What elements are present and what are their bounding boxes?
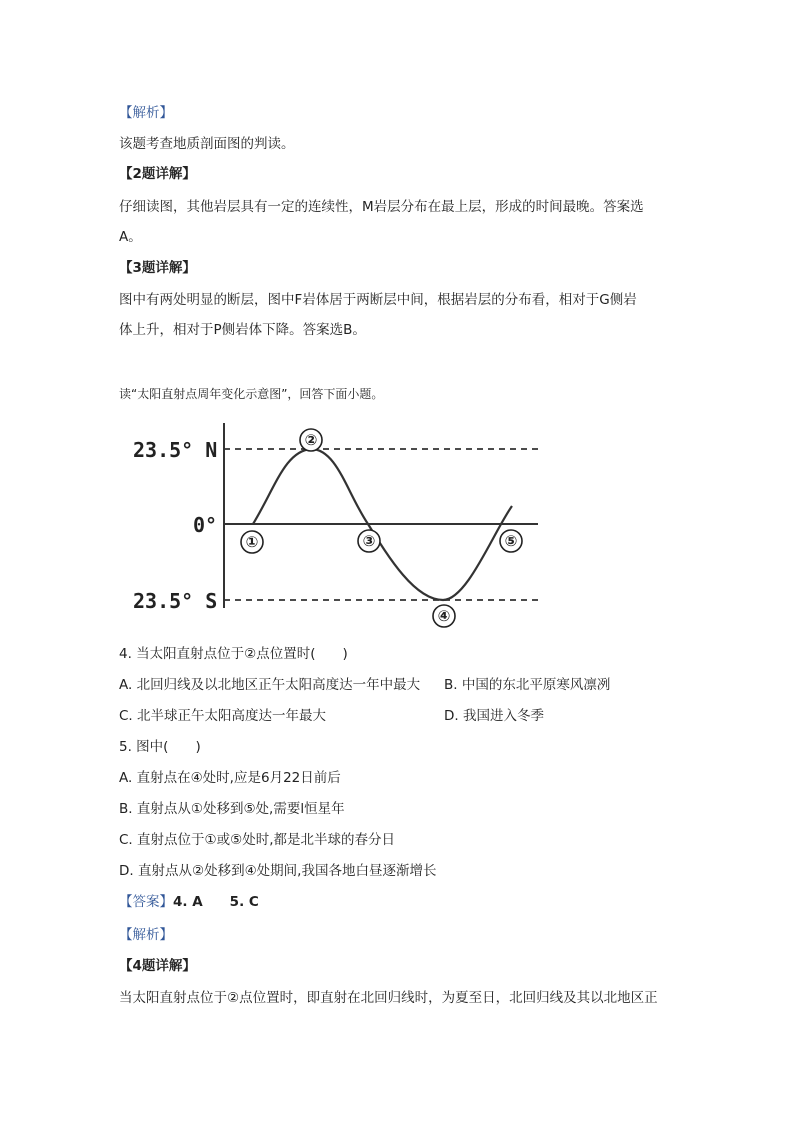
analysis-intro: 该题考查地质剖面图的判读。 [119, 136, 295, 152]
q5-option-c: C. 直射点位于①或⑤处时,都是北半球的春分日 [119, 832, 396, 848]
q5-option-b: B. 直射点从①处移到⑤处,需要l恒星年 [119, 801, 345, 817]
q4-option-d: D. 我国进入冬季 [444, 708, 544, 724]
answer-label: 【答案】 [119, 894, 173, 910]
analysis-heading: 【解析】 [119, 105, 173, 121]
q4-detail-line1: 当太阳直射点位于②点位置时，即直射在北回归线时，为夏至日，北回归线及其以北地区正 [119, 990, 658, 1006]
q3-detail-heading: 【3题详解】 [119, 260, 196, 276]
point-4-marker [433, 605, 455, 627]
label-23-5-south: 23.5° S [133, 589, 218, 613]
point-2-marker [300, 429, 322, 451]
figure-prompt: 读“太阳直射点周年变化示意图”，回答下面小题。 [119, 387, 384, 401]
point-3-marker [358, 530, 380, 552]
q4-option-c: C. 北半球正午太阳高度达一年最大 [119, 708, 327, 724]
answer-row [119, 892, 259, 912]
q3-detail-line1: 图中有两处明显的断层，图中F岩体居于两断层中间，根据岩层的分布看，相对于G侧岩 [119, 292, 637, 308]
q5-option-a: A. 直射点在④处时,应是6月22日前后 [119, 770, 341, 786]
q4-stem: 4. 当太阳直射点位于②点位置时( ) [119, 646, 348, 662]
q2-detail-line2: A。 [119, 229, 142, 245]
point-3-label: ③ [362, 532, 376, 550]
point-1-marker [241, 531, 263, 553]
point-2-label: ② [304, 431, 318, 449]
q4-option-a: A. 北回归线及以北地区正午太阳高度达一年中最大 [119, 677, 421, 693]
q4-option-b: B. 中国的东北平原寒风凛冽 [444, 677, 611, 693]
solar-direct-point-diagram [125, 418, 545, 628]
point-1-label: ① [245, 533, 259, 551]
q2-detail-heading: 【2题详解】 [119, 166, 196, 182]
answer-values: 4. A 5. C [173, 894, 259, 910]
q5-stem: 5. 图中( ) [119, 739, 201, 755]
label-23-5-north: 23.5° N [133, 438, 218, 462]
point-4-label: ④ [437, 607, 451, 625]
analysis-heading-2: 【解析】 [119, 927, 173, 943]
point-5-marker [500, 530, 522, 552]
q3-detail-line2: 体上升，相对于P侧岩体下降。答案选B。 [119, 322, 366, 338]
label-equator: 0° [193, 513, 218, 537]
q4-detail-heading: 【4题详解】 [119, 958, 196, 974]
q5-option-d: D. 直射点从②处移到④处期间,我国各地白昼逐渐增长 [119, 863, 437, 879]
point-5-label: ⑤ [504, 532, 518, 550]
q2-detail-line1: 仔细读图，其他岩层具有一定的连续性，M岩层分布在最上层，形成的时间最晚。答案选 [119, 199, 644, 215]
